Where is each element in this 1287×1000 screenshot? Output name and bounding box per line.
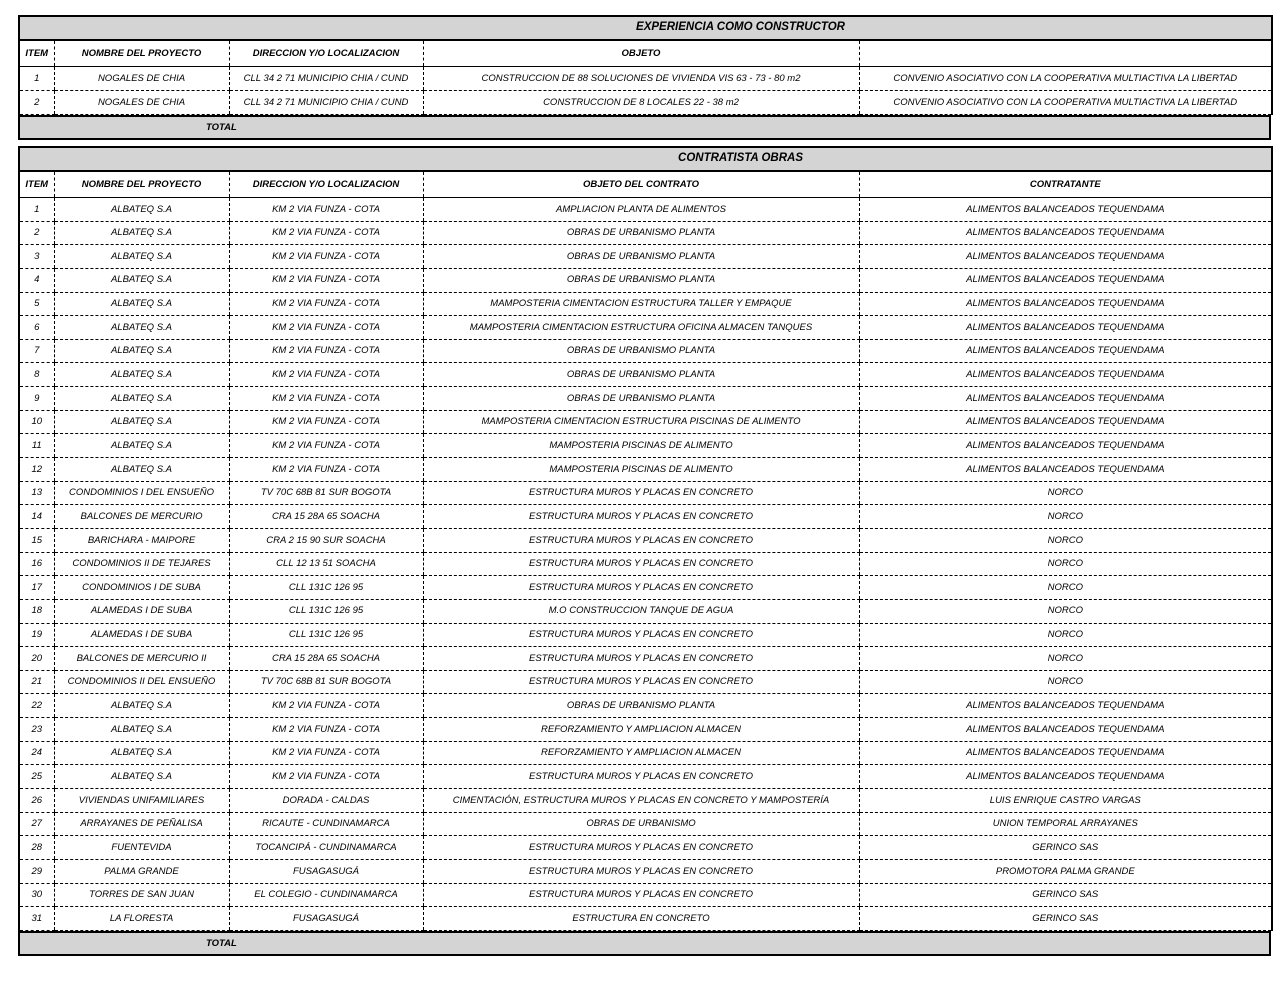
cell-direccion: FUSAGASUGÁ: [229, 859, 423, 883]
cell-nombre: ALBATEQ S.A: [54, 363, 229, 387]
table-row: [19, 91, 1272, 115]
cell-contratante: ALIMENTOS BALANCEADOS TEQUENDAMA: [859, 458, 1272, 482]
cell-objeto: MAMPOSTERIA PISCINAS DE ALIMENTO: [423, 458, 859, 482]
cell-objeto: ESTRUCTURA MUROS Y PLACAS EN CONCRETO: [423, 576, 859, 600]
table-row: [19, 859, 1272, 883]
header-nombre: NOMBRE DEL PROYECTO: [54, 40, 229, 67]
cell-item: 27: [19, 812, 54, 836]
cell-nombre: ALBATEQ S.A: [54, 316, 229, 340]
cell-direccion: CLL 131C 126 95: [229, 623, 423, 647]
spreadsheet-page: [18, 15, 1271, 956]
cell-contratante: CONVENIO ASOCIATIVO CON LA COOPERATIVA MULTIACTIVA LA LIBERTAD: [859, 91, 1272, 115]
cell-direccion: KM 2 VIA FUNZA - COTA: [229, 694, 423, 718]
cell-direccion: KM 2 VIA FUNZA - COTA: [229, 718, 423, 742]
cell-contratante: ALIMENTOS BALANCEADOS TEQUENDAMA: [859, 410, 1272, 434]
cell-contratante: ALIMENTOS BALANCEADOS TEQUENDAMA: [859, 268, 1272, 292]
cell-item: 17: [19, 576, 54, 600]
cell-objeto: ESTRUCTURA MUROS Y PLACAS EN CONCRETO: [423, 528, 859, 552]
cell-contratante: ALIMENTOS BALANCEADOS TEQUENDAMA: [859, 363, 1272, 387]
table-row: [19, 339, 1272, 363]
cell-item: 11: [19, 434, 54, 458]
cell-item: 2: [19, 221, 54, 245]
table-row: [19, 552, 1272, 576]
cell-nombre: ALBATEQ S.A: [54, 268, 229, 292]
cell-contratante: ALIMENTOS BALANCEADOS TEQUENDAMA: [859, 316, 1272, 340]
table-row: [19, 883, 1272, 907]
cell-objeto: OBRAS DE URBANISMO PLANTA: [423, 339, 859, 363]
cell-direccion: TOCANCIPÁ - CUNDINAMARCA: [229, 836, 423, 860]
cell-item: 12: [19, 458, 54, 482]
header-nombre: NOMBRE DEL PROYECTO: [54, 171, 229, 198]
table-row: [19, 836, 1272, 860]
cell-direccion: KM 2 VIA FUNZA - COTA: [229, 221, 423, 245]
cell-direccion: CRA 2 15 90 SUR SOACHA: [229, 528, 423, 552]
cell-direccion: KM 2 VIA FUNZA - COTA: [229, 245, 423, 269]
cell-item: 22: [19, 694, 54, 718]
cell-contratante: ALIMENTOS BALANCEADOS TEQUENDAMA: [859, 245, 1272, 269]
cell-contratante: CONVENIO ASOCIATIVO CON LA COOPERATIVA MULTIACTIVA LA LIBERTAD: [859, 67, 1272, 91]
experiencia-total-table: [18, 115, 1271, 140]
cell-contratante: GERINCO SAS: [859, 883, 1272, 907]
cell-item: 28: [19, 836, 54, 860]
cell-nombre: ALBATEQ S.A: [54, 245, 229, 269]
cell-objeto: ESTRUCTURA MUROS Y PLACAS EN CONCRETO: [423, 552, 859, 576]
cell-item: 3: [19, 245, 54, 269]
cell-nombre: NOGALES DE CHIA: [54, 91, 229, 115]
cell-contratante: NORCO: [859, 576, 1272, 600]
cell-contratante: ALIMENTOS BALANCEADOS TEQUENDAMA: [859, 198, 1272, 222]
cell-nombre: ALBATEQ S.A: [54, 198, 229, 222]
cell-item: 23: [19, 718, 54, 742]
cell-direccion: KM 2 VIA FUNZA - COTA: [229, 363, 423, 387]
cell-direccion: CLL 131C 126 95: [229, 599, 423, 623]
cell-nombre: ALAMEDAS I DE SUBA: [54, 599, 229, 623]
cell-item: 13: [19, 481, 54, 505]
total-row: [19, 932, 1270, 955]
cell-direccion: KM 2 VIA FUNZA - COTA: [229, 387, 423, 411]
header-extra: [859, 40, 1272, 67]
cell-contratante: ALIMENTOS BALANCEADOS TEQUENDAMA: [859, 387, 1272, 411]
table-row: [19, 410, 1272, 434]
cell-item: 31: [19, 907, 54, 931]
cell-objeto: ESTRUCTURA MUROS Y PLACAS EN CONCRETO: [423, 670, 859, 694]
header-row: [19, 171, 1272, 198]
cell-objeto: OBRAS DE URBANISMO PLANTA: [423, 245, 859, 269]
cell-objeto: ESTRUCTURA MUROS Y PLACAS EN CONCRETO: [423, 505, 859, 529]
cell-direccion: KM 2 VIA FUNZA - COTA: [229, 410, 423, 434]
total-label: TOTAL: [206, 121, 237, 133]
cell-objeto: ESTRUCTURA MUROS Y PLACAS EN CONCRETO: [423, 647, 859, 671]
header-item: ITEM: [19, 171, 54, 198]
cell-contratante: NORCO: [859, 505, 1272, 529]
cell-objeto: MAMPOSTERIA PISCINAS DE ALIMENTO: [423, 434, 859, 458]
contratista-table: [18, 146, 1273, 931]
cell-item: 6: [19, 316, 54, 340]
cell-nombre: BALCONES DE MERCURIO II: [54, 647, 229, 671]
cell-objeto: REFORZAMIENTO Y AMPLIACION ALMACEN: [423, 741, 859, 765]
cell-direccion: KM 2 VIA FUNZA - COTA: [229, 292, 423, 316]
cell-item: 1: [19, 198, 54, 222]
cell-nombre: ALBATEQ S.A: [54, 387, 229, 411]
cell-objeto: OBRAS DE URBANISMO PLANTA: [423, 221, 859, 245]
cell-objeto: ESTRUCTURA MUROS Y PLACAS EN CONCRETO: [423, 836, 859, 860]
cell-nombre: ALAMEDAS I DE SUBA: [54, 623, 229, 647]
cell-objeto: OBRAS DE URBANISMO PLANTA: [423, 387, 859, 411]
cell-nombre: ALBATEQ S.A: [54, 741, 229, 765]
total-cell: [19, 932, 1270, 955]
cell-item: 5: [19, 292, 54, 316]
cell-nombre: ALBATEQ S.A: [54, 458, 229, 482]
cell-objeto: CIMENTACIÓN, ESTRUCTURA MUROS Y PLACAS EN CONCRETO Y MAMPOSTERÍA: [423, 789, 859, 813]
header-row: [19, 40, 1272, 67]
table-row: [19, 481, 1272, 505]
cell-objeto: ESTRUCTURA EN CONCRETO: [423, 907, 859, 931]
cell-nombre: ALBATEQ S.A: [54, 410, 229, 434]
table-row: [19, 67, 1272, 91]
cell-direccion: KM 2 VIA FUNZA - COTA: [229, 198, 423, 222]
cell-contratante: ALIMENTOS BALANCEADOS TEQUENDAMA: [859, 292, 1272, 316]
cell-objeto: OBRAS DE URBANISMO: [423, 812, 859, 836]
cell-objeto: MAMPOSTERIA CIMENTACION ESTRUCTURA TALLER Y EMPAQUE: [423, 292, 859, 316]
total-label: TOTAL: [206, 937, 237, 949]
table-row: [19, 505, 1272, 529]
cell-contratante: NORCO: [859, 481, 1272, 505]
cell-contratante: UNION TEMPORAL ARRAYANES: [859, 812, 1272, 836]
table-row: [19, 670, 1272, 694]
header-contratante: CONTRATANTE: [859, 171, 1272, 198]
cell-objeto: ESTRUCTURA MUROS Y PLACAS EN CONCRETO: [423, 623, 859, 647]
cell-nombre: ALBATEQ S.A: [54, 339, 229, 363]
cell-direccion: KM 2 VIA FUNZA - COTA: [229, 434, 423, 458]
cell-direccion: KM 2 VIA FUNZA - COTA: [229, 765, 423, 789]
cell-item: 4: [19, 268, 54, 292]
experiencia-table: [18, 15, 1273, 115]
cell-objeto: ESTRUCTURA MUROS Y PLACAS EN CONCRETO: [423, 859, 859, 883]
cell-objeto: REFORZAMIENTO Y AMPLIACION ALMACEN: [423, 718, 859, 742]
table-row: [19, 292, 1272, 316]
cell-nombre: ALBATEQ S.A: [54, 718, 229, 742]
cell-objeto: ESTRUCTURA MUROS Y PLACAS EN CONCRETO: [423, 883, 859, 907]
cell-nombre: ALBATEQ S.A: [54, 765, 229, 789]
cell-nombre: BARICHARA - MAIPORE: [54, 528, 229, 552]
cell-item: 25: [19, 765, 54, 789]
cell-nombre: CONDOMINIOS I DE SUBA: [54, 576, 229, 600]
cell-contratante: ALIMENTOS BALANCEADOS TEQUENDAMA: [859, 741, 1272, 765]
cell-contratante: NORCO: [859, 552, 1272, 576]
table-row: [19, 907, 1272, 931]
cell-nombre: BALCONES DE MERCURIO: [54, 505, 229, 529]
cell-item: 7: [19, 339, 54, 363]
cell-item: 14: [19, 505, 54, 529]
cell-item: 19: [19, 623, 54, 647]
cell-nombre: CONDOMINIOS II DE TEJARES: [54, 552, 229, 576]
table-row: [19, 623, 1272, 647]
table-row: [19, 458, 1272, 482]
cell-nombre: TORRES DE SAN JUAN: [54, 883, 229, 907]
cell-direccion: KM 2 VIA FUNZA - COTA: [229, 458, 423, 482]
cell-item: 29: [19, 859, 54, 883]
cell-direccion: RICAUTE - CUNDINAMARCA: [229, 812, 423, 836]
cell-contratante: ALIMENTOS BALANCEADOS TEQUENDAMA: [859, 339, 1272, 363]
cell-nombre: ALBATEQ S.A: [54, 434, 229, 458]
cell-direccion: KM 2 VIA FUNZA - COTA: [229, 741, 423, 765]
cell-nombre: PALMA GRANDE: [54, 859, 229, 883]
cell-objeto: CONSTRUCCION DE 88 SOLUCIONES DE VIVIENDA VIS 63 - 73 - 80 m2: [423, 67, 859, 91]
cell-objeto: MAMPOSTERIA CIMENTACION ESTRUCTURA OFICINA ALMACEN TANQUES: [423, 316, 859, 340]
cell-contratante: NORCO: [859, 528, 1272, 552]
cell-direccion: KM 2 VIA FUNZA - COTA: [229, 268, 423, 292]
cell-item: 1: [19, 67, 54, 91]
cell-contratante: ALIMENTOS BALANCEADOS TEQUENDAMA: [859, 765, 1272, 789]
table-row: [19, 316, 1272, 340]
cell-direccion: CLL 34 2 71 MUNICIPIO CHIA / CUND: [229, 91, 423, 115]
table-row: [19, 434, 1272, 458]
section-title: CONTRATISTA OBRAS: [19, 147, 1272, 171]
total-row: [19, 116, 1270, 139]
cell-direccion: KM 2 VIA FUNZA - COTA: [229, 339, 423, 363]
cell-item: 10: [19, 410, 54, 434]
table-row: [19, 198, 1272, 222]
cell-nombre: VIVIENDAS UNIFAMILIARES: [54, 789, 229, 813]
table-row: [19, 741, 1272, 765]
cell-contratante: ALIMENTOS BALANCEADOS TEQUENDAMA: [859, 221, 1272, 245]
cell-direccion: CLL 131C 126 95: [229, 576, 423, 600]
header-objeto: OBJETO: [423, 40, 859, 67]
table-row: [19, 528, 1272, 552]
cell-item: 16: [19, 552, 54, 576]
cell-objeto: CONSTRUCCION DE 8 LOCALES 22 - 38 m2: [423, 91, 859, 115]
table-row: [19, 812, 1272, 836]
cell-contratante: GERINCO SAS: [859, 836, 1272, 860]
cell-contratante: NORCO: [859, 670, 1272, 694]
cell-direccion: CLL 12 13 51 SOACHA: [229, 552, 423, 576]
section-title-row: [19, 16, 1272, 40]
cell-item: 20: [19, 647, 54, 671]
table-row: [19, 647, 1272, 671]
cell-direccion: CRA 15 28A 65 SOACHA: [229, 505, 423, 529]
table-row: [19, 576, 1272, 600]
cell-contratante: GERINCO SAS: [859, 907, 1272, 931]
header-item: ITEM: [19, 40, 54, 67]
header-objeto: OBJETO DEL CONTRATO: [423, 171, 859, 198]
cell-item: 8: [19, 363, 54, 387]
cell-direccion: EL COLEGIO - CUNDINAMARCA: [229, 883, 423, 907]
cell-contratante: NORCO: [859, 647, 1272, 671]
cell-nombre: FUENTEVIDA: [54, 836, 229, 860]
cell-contratante: ALIMENTOS BALANCEADOS TEQUENDAMA: [859, 694, 1272, 718]
table-row: [19, 387, 1272, 411]
cell-nombre: NOGALES DE CHIA: [54, 67, 229, 91]
cell-contratante: ALIMENTOS BALANCEADOS TEQUENDAMA: [859, 718, 1272, 742]
cell-contratante: ALIMENTOS BALANCEADOS TEQUENDAMA: [859, 434, 1272, 458]
table-row: [19, 245, 1272, 269]
cell-item: 24: [19, 741, 54, 765]
cell-objeto: ESTRUCTURA MUROS Y PLACAS EN CONCRETO: [423, 481, 859, 505]
cell-nombre: ALBATEQ S.A: [54, 694, 229, 718]
cell-objeto: M.O CONSTRUCCION TANQUE DE AGUA: [423, 599, 859, 623]
table-row: [19, 694, 1272, 718]
cell-direccion: DORADA - CALDAS: [229, 789, 423, 813]
cell-direccion: TV 70C 68B 81 SUR BOGOTA: [229, 481, 423, 505]
table-row: [19, 363, 1272, 387]
cell-item: 26: [19, 789, 54, 813]
cell-objeto: AMPLIACION PLANTA DE ALIMENTOS: [423, 198, 859, 222]
total-cell: [19, 116, 1270, 139]
cell-direccion: TV 70C 68B 81 SUR BOGOTA: [229, 670, 423, 694]
cell-item: 2: [19, 91, 54, 115]
cell-objeto: ESTRUCTURA MUROS Y PLACAS EN CONCRETO: [423, 765, 859, 789]
cell-direccion: KM 2 VIA FUNZA - COTA: [229, 316, 423, 340]
cell-objeto: MAMPOSTERIA CIMENTACION ESTRUCTURA PISCINAS DE ALIMENTO: [423, 410, 859, 434]
cell-nombre: ALBATEQ S.A: [54, 292, 229, 316]
cell-nombre: ARRAYANES DE PEÑALISA: [54, 812, 229, 836]
cell-nombre: ALBATEQ S.A: [54, 221, 229, 245]
cell-item: 15: [19, 528, 54, 552]
cell-item: 18: [19, 599, 54, 623]
table-row: [19, 789, 1272, 813]
cell-contratante: PROMOTORA PALMA GRANDE: [859, 859, 1272, 883]
cell-objeto: OBRAS DE URBANISMO PLANTA: [423, 694, 859, 718]
cell-nombre: LA FLORESTA: [54, 907, 229, 931]
cell-nombre: CONDOMINIOS I DEL ENSUEÑO: [54, 481, 229, 505]
table-row: [19, 599, 1272, 623]
cell-direccion: CRA 15 28A 65 SOACHA: [229, 647, 423, 671]
cell-contratante: LUIS ENRIQUE CASTRO VARGAS: [859, 789, 1272, 813]
table-row: [19, 268, 1272, 292]
cell-item: 9: [19, 387, 54, 411]
header-direccion: DIRECCION Y/O LOCALIZACION: [229, 171, 423, 198]
table-row: [19, 765, 1272, 789]
cell-nombre: CONDOMINIOS II DEL ENSUEÑO: [54, 670, 229, 694]
cell-objeto: OBRAS DE URBANISMO PLANTA: [423, 268, 859, 292]
cell-direccion: FUSAGASUGÁ: [229, 907, 423, 931]
header-direccion: DIRECCION Y/O LOCALIZACION: [229, 40, 423, 67]
table-row: [19, 718, 1272, 742]
cell-contratante: NORCO: [859, 623, 1272, 647]
cell-objeto: OBRAS DE URBANISMO PLANTA: [423, 363, 859, 387]
contratista-total-table: [18, 931, 1271, 956]
cell-contratante: NORCO: [859, 599, 1272, 623]
cell-direccion: CLL 34 2 71 MUNICIPIO CHIA / CUND: [229, 67, 423, 91]
section-title: EXPERIENCIA COMO CONSTRUCTOR: [19, 16, 1272, 40]
cell-item: 30: [19, 883, 54, 907]
cell-item: 21: [19, 670, 54, 694]
table-row: [19, 221, 1272, 245]
section-title-row: [19, 147, 1272, 171]
